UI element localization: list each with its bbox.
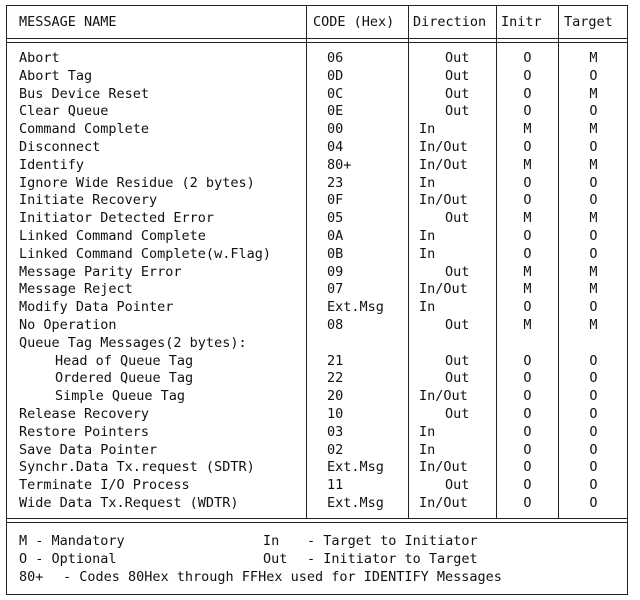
message-name-cell: Clear Queue bbox=[19, 103, 109, 120]
header-rule-bottom bbox=[7, 42, 627, 43]
target-cell: O bbox=[589, 388, 598, 405]
message-name-cell: Command Complete bbox=[19, 121, 150, 138]
initr-cell: O bbox=[523, 423, 532, 440]
table-row bbox=[7, 335, 627, 353]
target-cell: M bbox=[589, 121, 598, 138]
message-name-cell: Bus Device Reset bbox=[19, 85, 150, 102]
initr-cell: O bbox=[523, 477, 532, 494]
legend-row-codes bbox=[19, 568, 619, 586]
code-cell: 20 bbox=[327, 388, 344, 405]
code-cell: 05 bbox=[327, 210, 344, 227]
code-cell: 00 bbox=[327, 121, 344, 138]
initr-cell: O bbox=[523, 174, 532, 191]
target-cell: M bbox=[589, 263, 598, 280]
direction-cell: Out bbox=[445, 103, 470, 120]
direction-cell: In/Out bbox=[419, 281, 468, 298]
table-row bbox=[7, 281, 627, 299]
message-name-cell: Disconnect bbox=[19, 139, 101, 155]
code-cell: 02 bbox=[327, 441, 344, 458]
table-row bbox=[7, 353, 627, 371]
code-cell: 23 bbox=[327, 174, 344, 191]
initr-cell: O bbox=[523, 388, 532, 405]
direction-cell: In/Out bbox=[419, 192, 468, 209]
initr-cell: O bbox=[523, 50, 532, 66]
direction-cell: Out bbox=[445, 67, 470, 84]
direction-cell: In/Out bbox=[419, 156, 468, 173]
code-cell: Ext.Msg bbox=[327, 495, 384, 511]
initr-cell: O bbox=[523, 192, 532, 209]
direction-cell: In bbox=[419, 121, 436, 138]
header-rule-top bbox=[7, 38, 627, 39]
table-row bbox=[7, 477, 627, 495]
table-row bbox=[7, 317, 627, 335]
table-row bbox=[7, 388, 627, 406]
legend-codes-desc: - Codes 80Hex through FFHex used for IDENTIFY Messages bbox=[63, 569, 502, 585]
table-row bbox=[7, 68, 627, 86]
target-cell: O bbox=[589, 459, 598, 476]
message-name-cell: No Operation bbox=[19, 317, 117, 333]
direction-cell: In/Out bbox=[419, 459, 468, 476]
code-cell: 10 bbox=[327, 406, 344, 422]
initr-cell: M bbox=[523, 210, 532, 227]
direction-cell: Out bbox=[445, 477, 470, 494]
initr-cell: M bbox=[523, 317, 532, 333]
table-row bbox=[7, 459, 627, 477]
direction-cell: In bbox=[419, 228, 436, 244]
initr-cell: O bbox=[523, 459, 532, 476]
direction-cell: Out bbox=[445, 210, 470, 227]
message-name-cell: Save Data Pointer bbox=[19, 441, 158, 458]
table-row bbox=[7, 406, 627, 424]
message-name-cell: Modify Data Pointer bbox=[19, 299, 174, 316]
initr-cell: M bbox=[523, 281, 532, 298]
legend-optional: O - Optional bbox=[19, 551, 117, 567]
message-name-cell: Terminate I/O Process bbox=[19, 477, 190, 494]
legend-mandatory: M - Mandatory bbox=[19, 533, 125, 549]
code-cell: Ext.Msg bbox=[327, 459, 384, 476]
target-cell: O bbox=[589, 192, 598, 209]
target-cell: O bbox=[589, 441, 598, 458]
legend-out-desc: - Initiator to Target bbox=[307, 551, 478, 567]
message-name-cell: Head of Queue Tag bbox=[55, 352, 194, 369]
code-cell: 03 bbox=[327, 423, 344, 440]
header-target: Target bbox=[564, 14, 613, 30]
target-cell: O bbox=[589, 406, 598, 422]
target-cell: M bbox=[589, 156, 598, 173]
direction-cell: In bbox=[419, 245, 436, 262]
target-cell: O bbox=[589, 228, 598, 244]
message-name-cell: Initiator Detected Error bbox=[19, 210, 215, 227]
direction-cell: Out bbox=[445, 352, 470, 369]
table-row bbox=[7, 121, 627, 139]
code-cell: 09 bbox=[327, 263, 344, 280]
target-cell: O bbox=[589, 370, 598, 387]
legend-rule-bottom bbox=[7, 522, 627, 523]
target-cell: O bbox=[589, 174, 598, 191]
message-name-cell: Message Parity Error bbox=[19, 263, 182, 280]
direction-cell: In bbox=[419, 423, 436, 440]
table-row bbox=[7, 246, 627, 264]
message-name-cell: Synchr.Data Tx.request (SDTR) bbox=[19, 459, 255, 476]
code-cell: 11 bbox=[327, 477, 344, 494]
table-row bbox=[7, 442, 627, 460]
table-row bbox=[7, 50, 627, 68]
code-cell: Ext.Msg bbox=[327, 299, 384, 316]
target-cell: M bbox=[589, 317, 598, 333]
message-name-cell: Ignore Wide Residue (2 bytes) bbox=[19, 174, 255, 191]
code-cell: 0B bbox=[327, 245, 344, 262]
header-initr: Initr bbox=[501, 14, 542, 30]
message-name-cell: Abort bbox=[19, 50, 60, 66]
initr-cell: O bbox=[523, 139, 532, 155]
table-row bbox=[7, 299, 627, 317]
code-cell: 0C bbox=[327, 85, 344, 102]
initr-cell: O bbox=[523, 352, 532, 369]
direction-cell: In/Out bbox=[419, 495, 468, 511]
initr-cell: O bbox=[523, 245, 532, 262]
message-name-cell: Message Reject bbox=[19, 281, 133, 298]
table-row bbox=[7, 210, 627, 228]
table-row bbox=[7, 192, 627, 210]
direction-cell: Out bbox=[445, 85, 470, 102]
code-cell: 22 bbox=[327, 370, 344, 387]
code-cell: 06 bbox=[327, 50, 344, 66]
legend-row-optional bbox=[19, 550, 619, 568]
header-message-name: MESSAGE NAME bbox=[19, 14, 117, 30]
direction-cell: In bbox=[419, 441, 436, 458]
code-cell: 21 bbox=[327, 352, 344, 369]
initr-cell: O bbox=[523, 406, 532, 422]
code-cell: 07 bbox=[327, 281, 344, 298]
message-name-cell: Abort Tag bbox=[19, 67, 93, 84]
table-row bbox=[7, 495, 627, 513]
message-table bbox=[6, 5, 628, 595]
direction-cell: In/Out bbox=[419, 388, 468, 405]
table-row bbox=[7, 103, 627, 121]
code-cell: 0D bbox=[327, 67, 344, 84]
legend-row-mandatory bbox=[19, 532, 619, 550]
table-row bbox=[7, 228, 627, 246]
code-cell: 0F bbox=[327, 192, 344, 209]
legend-rule-top bbox=[7, 518, 627, 519]
message-name-cell: Identify bbox=[19, 156, 85, 173]
message-name-cell: Release Recovery bbox=[19, 406, 150, 422]
message-name-cell: Initiate Recovery bbox=[19, 192, 158, 209]
code-cell: 08 bbox=[327, 317, 344, 333]
target-cell: O bbox=[589, 139, 598, 155]
table-row bbox=[7, 424, 627, 442]
table-row bbox=[7, 86, 627, 104]
initr-cell: O bbox=[523, 299, 532, 316]
legend-out-key: Out bbox=[263, 551, 288, 567]
legend-codes-key: 80+ bbox=[19, 569, 44, 585]
table-row bbox=[7, 370, 627, 388]
initr-cell: O bbox=[523, 67, 532, 84]
initr-cell: M bbox=[523, 121, 532, 138]
target-cell: O bbox=[589, 477, 598, 494]
initr-cell: O bbox=[523, 228, 532, 244]
direction-cell: Out bbox=[445, 50, 470, 66]
target-cell: M bbox=[589, 210, 598, 227]
message-name-cell: Linked Command Complete bbox=[19, 228, 206, 244]
direction-cell: Out bbox=[445, 406, 470, 422]
code-cell: 0E bbox=[327, 103, 344, 120]
message-name-cell: Restore Pointers bbox=[19, 423, 150, 440]
message-name-cell: Simple Queue Tag bbox=[55, 388, 186, 405]
initr-cell: M bbox=[523, 156, 532, 173]
initr-cell: O bbox=[523, 370, 532, 387]
message-name-cell: Queue Tag Messages(2 bytes): bbox=[19, 334, 247, 351]
target-cell: O bbox=[589, 352, 598, 369]
direction-cell: In/Out bbox=[419, 139, 468, 155]
header-code: CODE (Hex) bbox=[313, 14, 395, 30]
message-name-cell: Linked Command Complete(w.Flag) bbox=[19, 245, 271, 262]
initr-cell: M bbox=[523, 263, 532, 280]
initr-cell: O bbox=[523, 495, 532, 511]
target-cell: M bbox=[589, 50, 598, 66]
direction-cell: Out bbox=[445, 370, 470, 387]
table-row bbox=[7, 264, 627, 282]
target-cell: O bbox=[589, 245, 598, 262]
direction-cell: Out bbox=[445, 263, 470, 280]
target-cell: O bbox=[589, 103, 598, 120]
initr-cell: O bbox=[523, 441, 532, 458]
legend-in-desc: - Target to Initiator bbox=[307, 533, 478, 549]
header-direction: Direction bbox=[413, 14, 487, 30]
message-name-cell: Wide Data Tx.Request (WDTR) bbox=[19, 495, 239, 511]
direction-cell: Out bbox=[445, 317, 470, 333]
code-cell: 0A bbox=[327, 228, 344, 244]
target-cell: O bbox=[589, 423, 598, 440]
target-cell: O bbox=[589, 495, 598, 511]
target-cell: M bbox=[589, 85, 598, 102]
table-row bbox=[7, 175, 627, 193]
initr-cell: O bbox=[523, 103, 532, 120]
table-row bbox=[7, 157, 627, 175]
code-cell: 04 bbox=[327, 139, 344, 155]
direction-cell: In bbox=[419, 299, 436, 316]
table-row bbox=[7, 139, 627, 157]
target-cell: O bbox=[589, 299, 598, 316]
target-cell: M bbox=[589, 281, 598, 298]
message-name-cell: Ordered Queue Tag bbox=[55, 370, 194, 387]
target-cell: O bbox=[589, 67, 598, 84]
code-cell: 80+ bbox=[327, 156, 352, 173]
legend-in-key: In bbox=[263, 533, 280, 549]
initr-cell: O bbox=[523, 85, 532, 102]
direction-cell: In bbox=[419, 174, 436, 191]
